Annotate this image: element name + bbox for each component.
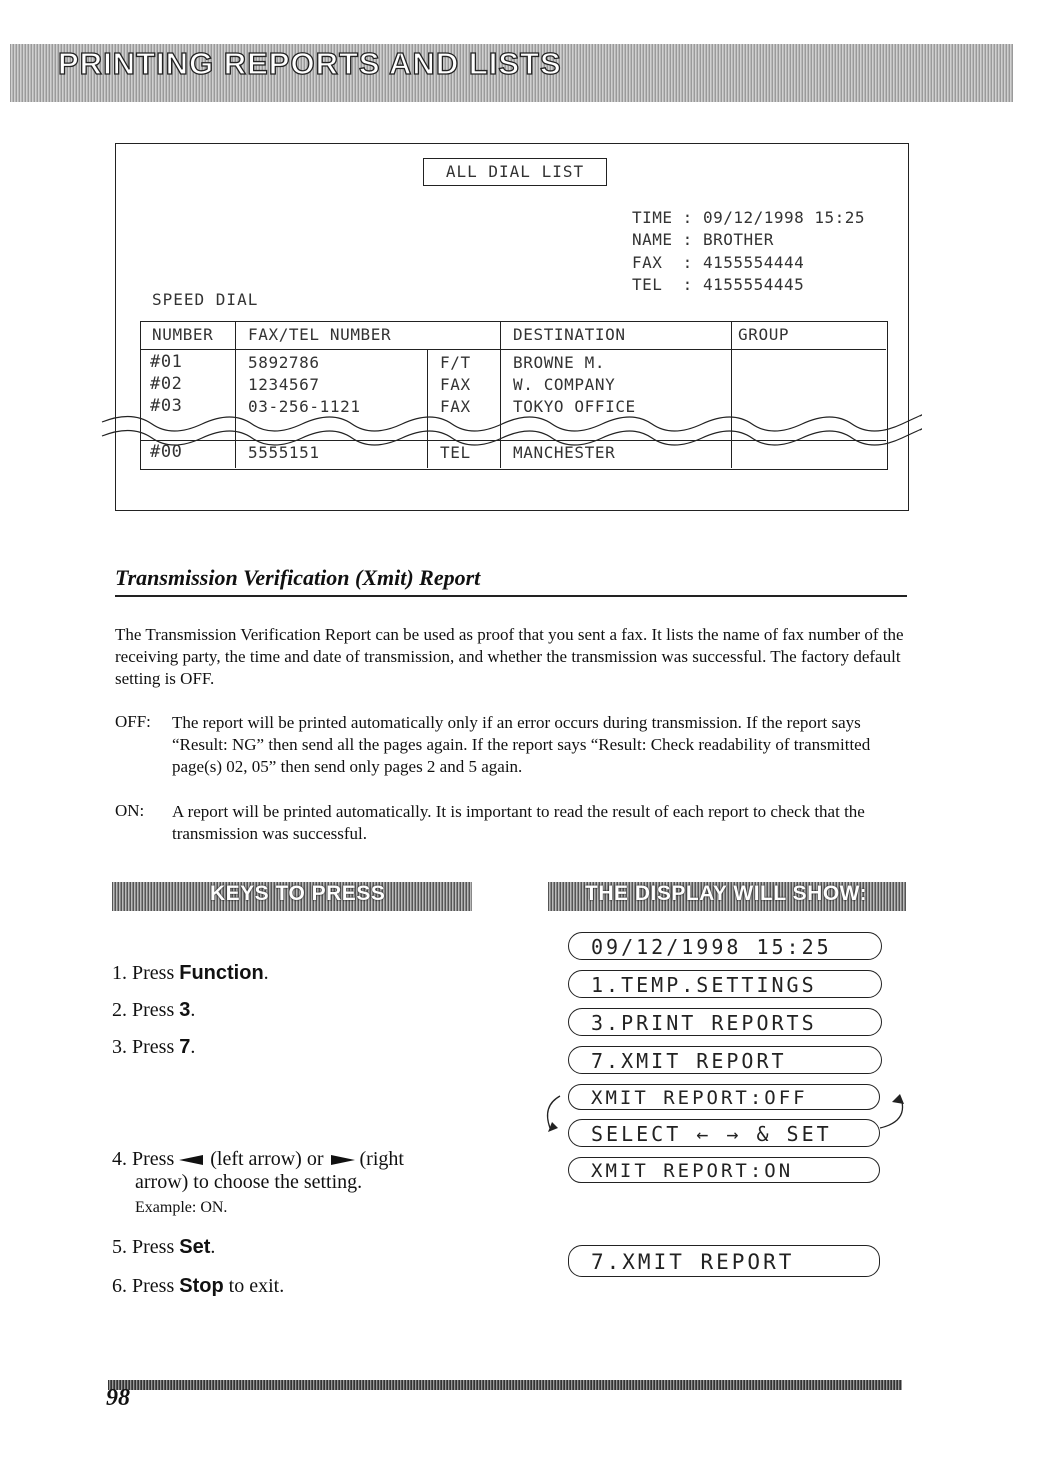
right-arrow-key-icon: [329, 1155, 355, 1165]
lcd-display: SELECT ← → & SET: [568, 1119, 880, 1147]
lcd-display: 3.PRINT REPORTS: [568, 1008, 882, 1036]
row-fax-tel: 5892786: [248, 353, 320, 372]
row-fax-tel: 1234567: [248, 375, 320, 394]
table-break-wave: [92, 410, 922, 450]
list-title: ALL DIAL LIST: [423, 158, 607, 186]
lcd-display: 7.XMIT REPORT: [568, 1046, 882, 1074]
step-3: 3. Press 7.: [112, 1036, 196, 1058]
off-term: OFF:: [115, 712, 151, 731]
info-name: NAME : BROTHER: [632, 230, 774, 249]
row-type: F/T: [440, 353, 471, 372]
section-rule: [115, 595, 907, 597]
lcd-display: 1.TEMP.SETTINGS: [568, 970, 882, 998]
col-divider: [427, 349, 428, 468]
row-fax-tel: 5555151: [248, 443, 320, 462]
step-6: 6. Press Stop to exit.: [112, 1275, 285, 1297]
row-destination: W. COMPANY: [513, 375, 616, 394]
row-type: TEL: [440, 443, 471, 462]
cycle-right-arrow-icon: [876, 1088, 910, 1138]
col-header-group: GROUP: [738, 325, 790, 344]
keys-heading: KEYS TO PRESS: [210, 882, 386, 905]
table-header-rule: [140, 349, 886, 350]
off-description: The report will be printed automatically only if an error occurs during transmission. If the report says “Result: NG” then send all the pages again. If the report says “Result: Check readability of transmitted page(s) 02, 05” then send only pages 2 and 5 again.: [172, 713, 871, 776]
row-type: FAX: [440, 375, 471, 394]
info-time: TIME : 09/12/1998 15:25: [632, 208, 866, 227]
row-destination: TOKYO OFFICE: [513, 397, 636, 416]
lcd-display: XMIT REPORT:ON: [568, 1157, 880, 1183]
info-tel: TEL : 4155554445: [632, 275, 805, 294]
speed-dial-label: SPEED DIAL: [152, 290, 259, 309]
row-number: #03: [150, 396, 183, 416]
row-type: FAX: [440, 397, 471, 416]
key-function: Function: [179, 962, 264, 984]
col-header-destination: DESTINATION: [513, 325, 626, 344]
info-fax: FAX : 4155554444: [632, 253, 805, 272]
page-number: 98: [106, 1385, 130, 1411]
lcd-display: XMIT REPORT:OFF: [568, 1084, 880, 1110]
key-set: Set: [179, 1236, 211, 1258]
row-destination: MANCHESTER: [513, 443, 616, 462]
col-header-number: NUMBER: [152, 325, 214, 344]
page-title: PRINTING REPORTS AND LISTS: [58, 46, 562, 81]
example-note: Example: ON.: [135, 1199, 228, 1216]
step-4: 4. Press (left arrow) or (right arrow) to choose the setting.: [112, 1148, 404, 1193]
table-row-rule: [140, 440, 886, 441]
cycle-left-arrow-icon: [538, 1092, 572, 1136]
key-stop: Stop: [179, 1275, 224, 1297]
row-fax-tel: 03-256-1121: [248, 397, 361, 416]
row-number: #01: [150, 352, 183, 372]
key-3: 3: [179, 999, 191, 1021]
step-5: 5. Press Set.: [112, 1236, 216, 1258]
col-header-fax-tel: FAX/TEL NUMBER: [248, 325, 392, 344]
step-1: 1. Press Function.: [112, 962, 269, 984]
key-7: 7: [179, 1036, 191, 1058]
intro-paragraph: The Transmission Verification Report can be used as proof that you sent a fax. It lists the name of fax number of the receiving party, the time and date of transmission, and whether the transmission was successful. The factory default setting is OFF.: [115, 625, 904, 688]
lcd-display: 7.XMIT REPORT: [568, 1245, 880, 1277]
row-number: #00: [150, 442, 183, 462]
footer-bar: [108, 1380, 902, 1390]
left-arrow-key-icon: [179, 1155, 205, 1165]
on-description: A report will be printed automatically. It is important to read the result of each report to check that the transmission was successful.: [172, 802, 865, 843]
lcd-display: 09/12/1998 15:25: [568, 932, 882, 960]
row-destination: BROWNE M.: [513, 353, 606, 372]
section-title: Transmission Verification (Xmit) Report: [115, 565, 481, 590]
row-number: #02: [150, 374, 183, 394]
on-term: ON:: [115, 801, 145, 820]
display-heading: THE DISPLAY WILL SHOW:: [585, 882, 868, 905]
step-2: 2. Press 3.: [112, 999, 196, 1021]
